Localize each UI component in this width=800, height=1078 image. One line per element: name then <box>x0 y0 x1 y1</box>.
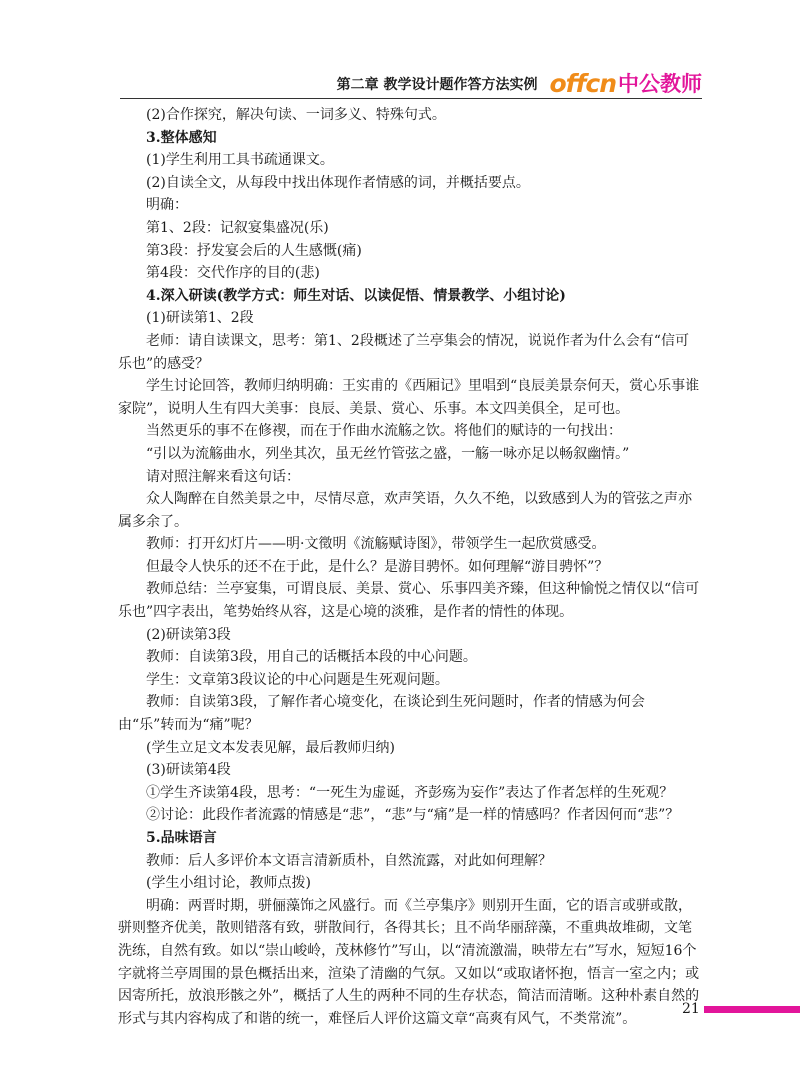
paragraph: “引以为流觞曲水，列坐其次，虽无丝竹管弦之盛，一觞一咏亦足以畅叙幽情。” <box>146 445 630 462</box>
paragraph: 教师总结：兰亭宴集，可谓良辰、美景、赏心、乐事四美齐臻，但这种愉悦之情仅以“信可乐也”四字表出，笔势始终从容，这是心境的淡雅，是作者的情性的体现。 <box>118 581 700 621</box>
paragraph: 明确：两晋时期，骈俪藻饰之风盛行。而《兰亭集序》则别开生面，它的语言或骈或散，骈则整齐优美，散则错落有致，骈散间行，各得其长；且不尚华丽辞藻，不重典故堆砌，文笔洗练，自然有致。如以“崇山峻岭，茂林修竹”写山，以“清流激湍，映带左右”写水，短短16个字就将兰亭周围的景色概括出来，渲染了清幽的气氛。又如以“或取诸怀抱，悟言一室之内；或因寄所托，放浪形骸之外”，概括了人生的两种不同的生存状态，简洁而清晰。这种朴素自然的形式与其内容构成了和谐的统一，难怪后人评价这篇文章“高爽有风气，不类常流”。 <box>118 897 700 1027</box>
section-heading: 5.品味语言 <box>146 830 217 846</box>
paragraph: 老师：请自读课文，思考：第1、2段概述了兰亭集会的情况，说说作者为什么会有“信可乐也”的感受？ <box>118 332 689 372</box>
paragraph: 请对照注解来看这句话： <box>146 468 300 485</box>
paragraph: (2)研读第3段 <box>146 626 231 643</box>
paragraph: 教师：自读第3段，了解作者心境变化，在谈论到生死问题时，作者的情感为何会由“乐”转而为“痛”呢？ <box>118 694 645 734</box>
paragraph: (学生小组讨论，教师点拨) <box>146 875 311 892</box>
page-header <box>120 64 702 98</box>
paragraph: 教师：打开幻灯片——明·文徵明《流觞赋诗图》，带领学生一起欣赏感受。 <box>146 536 606 553</box>
paragraph: 学生：文章第3段议论的中心问题是生死观问题。 <box>146 671 449 688</box>
paragraph: 教师：自读第3段，用自己的话概括本段的中心问题。 <box>146 649 477 666</box>
paragraph: (1)学生利用工具书疏通课文。 <box>146 152 334 169</box>
paragraph: 众人陶醉在自然美景之中，尽情尽意，欢声笑语，久久不绝，以致感到人为的管弦之声亦属多余了。 <box>118 491 692 530</box>
offcn-logo <box>549 68 702 98</box>
paragraph: 第1、2段：记叙宴集盛况(乐) <box>146 219 329 236</box>
paragraph: 明确： <box>146 197 188 214</box>
paragraph: (2)自读全文，从每段中找出体现作者情感的词，并概括要点。 <box>146 174 530 191</box>
paragraph: ②讨论：此段作者流露的情感是“悲”，“悲”与“痛”是一样的情感吗？作者因何而“悲”？ <box>146 807 680 824</box>
page-accent-bar <box>704 1006 800 1013</box>
paragraph: 当然更乐的事不在修禊，而在于作曲水流觞之饮。将他们的赋诗的一句找出： <box>146 423 622 440</box>
paragraph: 第4段：交代作序的目的(悲) <box>146 265 320 282</box>
chapter-title: 第二章 教学设计题作答方法实例 <box>336 77 538 93</box>
header-rule <box>120 98 702 99</box>
paragraph: (2)合作探究，解决句读、一词多义、特殊句式。 <box>146 107 446 123</box>
paragraph: ①学生齐读第4段，思考：“一死生为虚诞，齐彭殇为妄作”表达了作者怎样的生死观？ <box>146 784 674 801</box>
paragraph: (1)研读第1、2段 <box>146 310 254 327</box>
paragraph: 学生讨论回答，教师归纳明确：王实甫的《西厢记》里唱到“良辰美景奈何天，赏心乐事谁家院”，说明人生有四大美事：良辰、美景、赏心、乐事。本文四美俱全，足可也。 <box>118 378 700 417</box>
paragraph: (学生立足文本发表见解，最后教师归纳) <box>146 739 395 756</box>
document-body <box>118 104 700 1030</box>
section-heading: 4.深入研读(教学方式：师生对话、以读促悟、情景教学、小组讨论) <box>146 287 566 304</box>
paragraph: 但最令人快乐的还不在于此，是什么？是游目骋怀。如何理解“游目骋怀”？ <box>146 558 609 575</box>
page-number: 21 <box>682 1001 700 1017</box>
logo-cjk-text: 中公教师 <box>618 72 702 96</box>
section-heading: 3.整体感知 <box>146 129 217 146</box>
paragraph: (3)研读第4段 <box>146 762 231 779</box>
paragraph: 第3段：抒发宴会后的人生感慨(痛) <box>146 242 362 259</box>
paragraph: 教师：后人多评价本文语言清新质朴，自然流露，对此如何理解？ <box>146 852 552 869</box>
logo-latin-text: offcn <box>549 69 616 98</box>
